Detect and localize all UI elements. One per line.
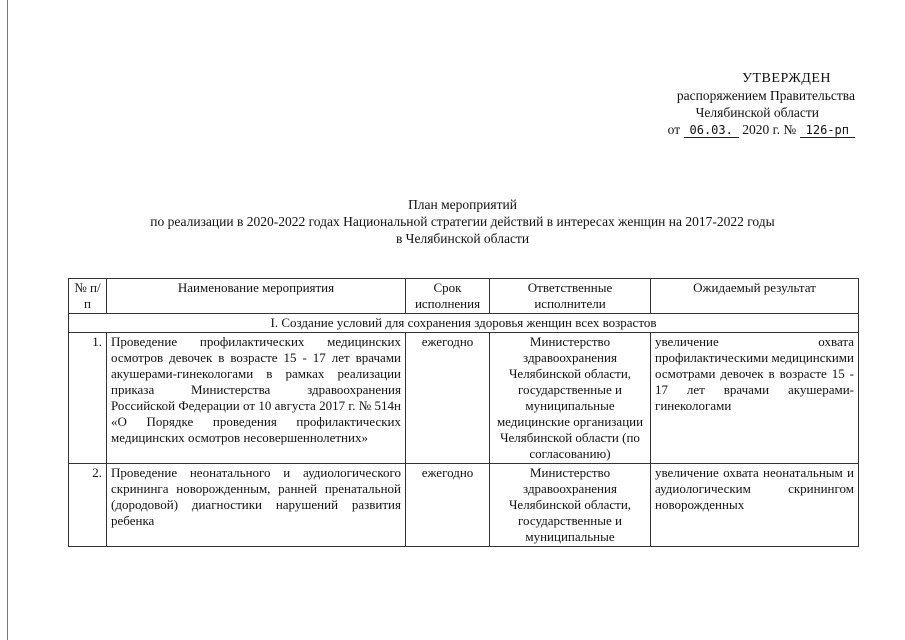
header-num: № п/п bbox=[69, 279, 107, 314]
approval-title: УТВЕРЖДЕН bbox=[742, 71, 831, 86]
row-result: увеличение охвата профилактическими медицинскими осмотрами девочек в возрасте 15 - 17 лет врачами акушерами-гинекологами bbox=[651, 333, 859, 464]
header-name: Наименование мероприятия bbox=[107, 279, 406, 314]
section-title: I. Создание условий для сохранения здоровья женщин всех возрастов bbox=[69, 314, 859, 333]
row-num: 2. bbox=[69, 464, 107, 547]
row-name: Проведение профилактических медицинских осмотров девочек в возрасте 15 - 17 лет врачами акушерами-гинекологами в рамках реализации приказа Министерства здравоохранения Российской Федерации от 10 августа 2017 г. № 514н «О Порядке проведения профилактических медицинских осмотров несовершеннолетних» bbox=[107, 333, 406, 464]
header-result: Ожидаемый результат bbox=[651, 279, 859, 314]
approval-stamp bbox=[595, 70, 855, 139]
section-row bbox=[69, 314, 859, 333]
table-row bbox=[69, 333, 859, 464]
table-row bbox=[69, 464, 859, 547]
order-number: 126-рп bbox=[800, 123, 855, 138]
document-title bbox=[60, 196, 865, 247]
row-term: ежегодно bbox=[406, 333, 490, 464]
title-line-3: в Челябинской области bbox=[395, 231, 530, 246]
table-header-row bbox=[69, 279, 859, 314]
year-text: 2020 г. № bbox=[742, 122, 797, 137]
date-value: 06.03. bbox=[684, 123, 739, 138]
plan-table bbox=[68, 278, 859, 547]
row-num: 1. bbox=[69, 333, 107, 464]
row-term: ежегодно bbox=[406, 464, 490, 547]
header-term: Срок исполнения bbox=[406, 279, 490, 314]
row-result: увеличение охвата неонатальным и аудиологическим скринингом новорожденных bbox=[651, 464, 859, 547]
approval-line-2: Челябинской области bbox=[695, 105, 819, 120]
date-prefix: от bbox=[667, 122, 681, 137]
row-responsible: Министерство здравоохранения Челябинской области, государственные и муниципальные медицинские организации Челябинской области (по согласованию) bbox=[490, 333, 651, 464]
title-line-2: по реализации в 2020-2022 годах Национальной стратегии действий в интересах женщин на 2017-2022 годы bbox=[150, 214, 775, 229]
approval-line-1: распоряжением Правительства bbox=[676, 88, 855, 103]
row-responsible: Министерство здравоохранения Челябинской области, государственные и муниципальные bbox=[490, 464, 651, 547]
title-line-1: План мероприятий bbox=[408, 197, 517, 212]
approval-date-line bbox=[595, 121, 855, 139]
page-edge-line bbox=[7, 0, 8, 640]
header-responsible: Ответственные исполнители bbox=[490, 279, 651, 314]
row-name: Проведение неонатального и аудиологического скрининга новорожденным, ранней пренатальной (дородовой) диагностики нарушений развития ребенка bbox=[107, 464, 406, 547]
